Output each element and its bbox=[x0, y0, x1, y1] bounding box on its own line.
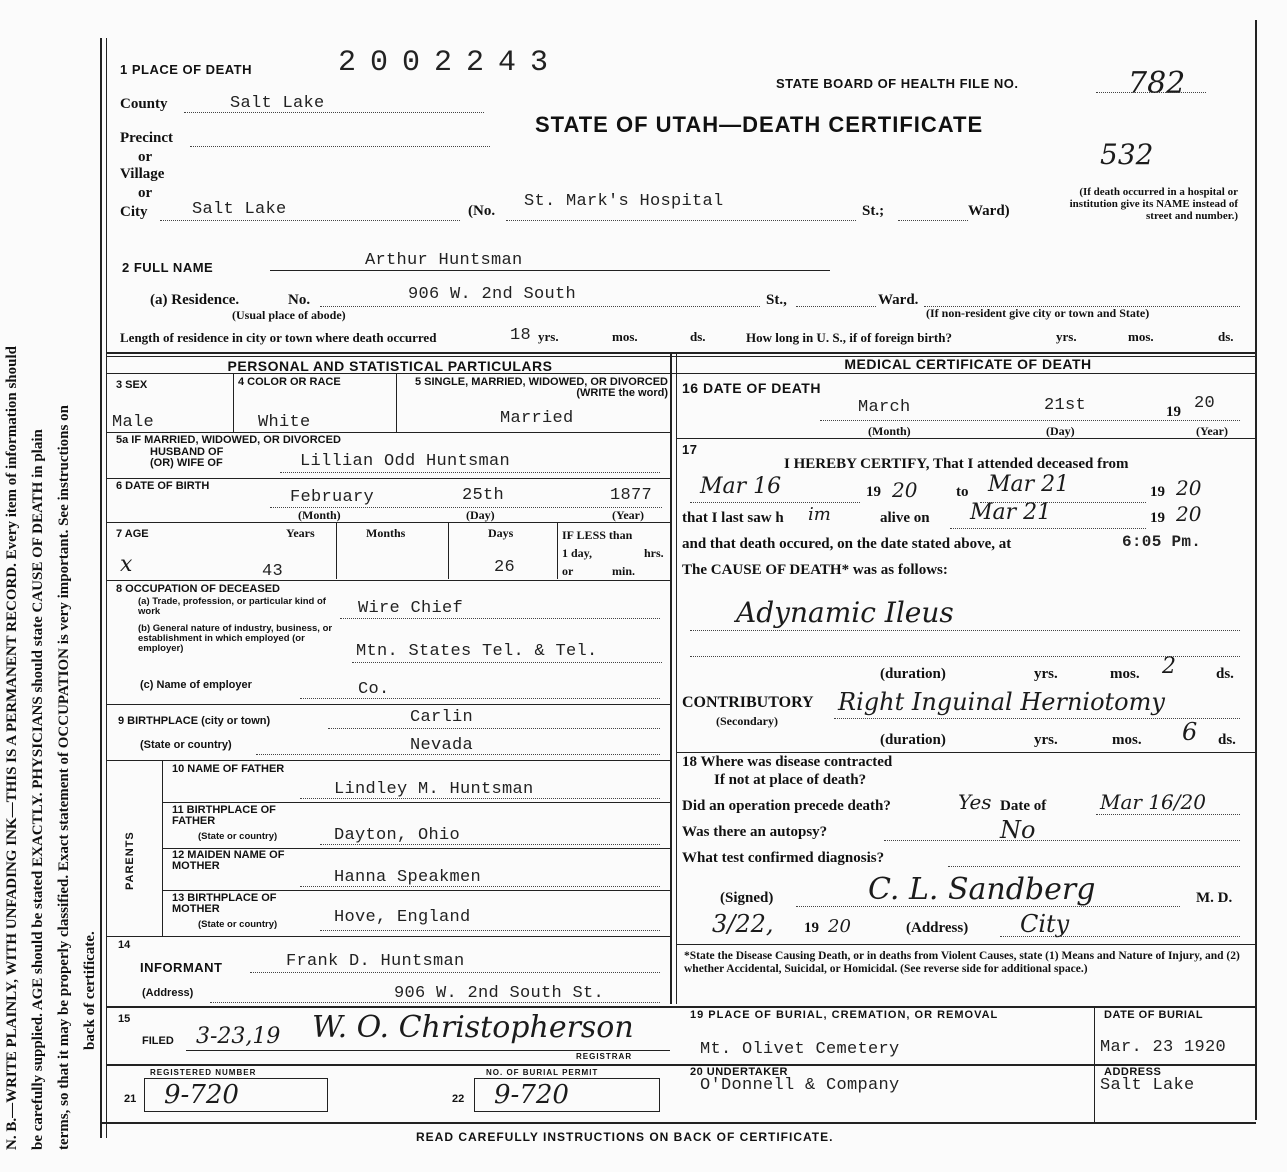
employer-value: Co. bbox=[358, 680, 390, 699]
contributory-label: CONTRIBUTORY bbox=[682, 694, 814, 711]
birthplace-label: 9 BIRTHPLACE (city or town) bbox=[118, 715, 271, 727]
q18-line-1: 18 Where was disease contracted bbox=[682, 754, 893, 770]
undertaker-label: 20 UNDERTAKER bbox=[690, 1066, 788, 1078]
side-number: 532 bbox=[1100, 138, 1154, 171]
mother-birthplace-label: 13 BIRTHPLACE OF MOTHER bbox=[172, 892, 277, 915]
file-number: 782 bbox=[1128, 66, 1186, 101]
file-no-label: STATE BOARD OF HEALTH FILE NO. bbox=[776, 76, 1019, 91]
death-month-caption: (Month) bbox=[868, 424, 911, 438]
operation-question: Did an operation precede death? bbox=[682, 798, 891, 814]
mother-value: Hanna Speakmen bbox=[334, 868, 482, 887]
residence-ward-label: Ward. bbox=[878, 292, 919, 308]
cause-duration-label: (duration) bbox=[880, 666, 946, 682]
marital-label: 5 SINGLE, MARRIED, WIDOWED, OR DIVORCED (WRITE the word) bbox=[414, 376, 668, 399]
dob-month-caption: (Month) bbox=[298, 508, 341, 522]
father-birthplace-value: Dayton, Ohio bbox=[334, 826, 461, 845]
filed-label: FILED bbox=[142, 1035, 174, 1047]
signed-label: (Signed) bbox=[720, 890, 774, 906]
attended-to-year: 20 bbox=[1176, 476, 1202, 500]
age-days-value: 26 bbox=[494, 558, 516, 577]
full-name-value: Arthur Huntsman bbox=[365, 251, 523, 270]
death-occurred-text: and that death occured, on the date stated above, at bbox=[682, 536, 1012, 552]
dob-year-value: 1877 bbox=[610, 486, 653, 505]
precinct-label: Precinct bbox=[120, 130, 174, 146]
side-note-line-4: back of certificate. bbox=[82, 931, 98, 1050]
medical-section-title: MEDICAL CERTIFICATE OF DEATH bbox=[844, 356, 1092, 372]
death-day-value: 21st bbox=[1044, 396, 1087, 415]
dob-label: 6 DATE OF BIRTH bbox=[116, 480, 210, 492]
length-ds-label: ds. bbox=[690, 329, 706, 344]
last-saw-text-2: alive on bbox=[880, 510, 930, 526]
signed-year: 20 bbox=[828, 916, 851, 937]
reg-number-prefix: 21 bbox=[124, 1093, 137, 1105]
us-yrs-label: yrs. bbox=[1056, 329, 1077, 344]
left-border bbox=[100, 38, 102, 1138]
mother-birthplace-sub: (State or country) bbox=[198, 919, 278, 930]
dob-year-caption: (Year) bbox=[612, 508, 644, 522]
informant-label: INFORMANT bbox=[140, 960, 223, 975]
last-saw-year: 20 bbox=[1176, 502, 1202, 526]
informant-num: 14 bbox=[118, 939, 131, 951]
dob-day-caption: (Day) bbox=[466, 508, 495, 522]
burial-place-label: 19 PLACE OF BURIAL, CREMATION, OR REMOVAL bbox=[690, 1009, 999, 1021]
or-label-2: or bbox=[138, 185, 153, 201]
burial-date-value: Mar. 23 1920 bbox=[1100, 1038, 1227, 1057]
q18-line-2: If not at place of death? bbox=[714, 772, 867, 788]
trade-label: (a) Trade, profession, or particular kind of work bbox=[138, 596, 326, 617]
usual-place-caption: (Usual place of abode) bbox=[232, 308, 346, 322]
footer-instructions: READ CAREFULLY INSTRUCTIONS ON BACK OF CERTIFICATE. bbox=[416, 1130, 834, 1144]
cause-duration-mos-value: 2 bbox=[1162, 654, 1176, 679]
contrib-duration-ds-value: 6 bbox=[1182, 718, 1198, 746]
reg-number-value: 9-720 bbox=[164, 1080, 239, 1110]
death-day-caption: (Day) bbox=[1046, 424, 1075, 438]
residence-st-label: St., bbox=[766, 292, 787, 308]
burial-permit-label: NO. OF BURIAL PERMIT bbox=[486, 1068, 599, 1077]
mother-label: 12 MAIDEN NAME OF MOTHER bbox=[172, 849, 285, 872]
dob-day-value: 25th bbox=[462, 486, 505, 505]
autopsy-question: Was there an autopsy? bbox=[682, 824, 828, 840]
burial-address-label: ADDRESS bbox=[1104, 1066, 1162, 1078]
filed-num: 15 bbox=[118, 1013, 131, 1025]
physician-signature: C. L. Sandberg bbox=[868, 872, 1096, 907]
spouse-label-3: (OR) WIFE OF bbox=[150, 457, 223, 469]
side-note-line-1: N. B.—WRITE PLAINLY, WITH UNFADING INK—THIS IS A PERMANENT RECORD. Every item of information should bbox=[4, 346, 20, 1150]
age-label: 7 AGE bbox=[116, 528, 149, 540]
death-year-caption: (Year) bbox=[1196, 424, 1228, 438]
right-border bbox=[1255, 20, 1257, 1120]
city-value: Salt Lake bbox=[192, 200, 287, 219]
death-time-value: 6:05 Pm. bbox=[1122, 533, 1202, 551]
burial-address-value: Salt Lake bbox=[1100, 1076, 1195, 1095]
cause-of-death-label: The CAUSE OF DEATH* was as follows: bbox=[682, 562, 948, 578]
less-than-label: IF LESS than bbox=[562, 528, 633, 542]
spouse-value: Lillian Odd Huntsman bbox=[300, 452, 511, 471]
industry-label: (b) General nature of industry, business, or establishment in which employed (or employer) bbox=[138, 623, 333, 654]
attended-to-date: Mar 21 bbox=[988, 472, 1070, 497]
how-long-us-label: How long in U. S., if of foreign birth? bbox=[746, 330, 952, 345]
cause-yrs-label: yrs. bbox=[1034, 666, 1058, 682]
physician-address-label: (Address) bbox=[906, 920, 969, 936]
street-value: St. Mark's Hospital bbox=[524, 192, 724, 211]
cause-footnote: *State the Disease Causing Death, or in deaths from Violent Causes, state (1) Means and Nature of Injury, and (2) whether Accidental, Suicidal, or Homicidal. (See reverse side for additional space.) bbox=[684, 950, 1240, 975]
informant-value: Frank D. Huntsman bbox=[286, 952, 465, 971]
operation-date-value: Mar 16/20 bbox=[1100, 790, 1206, 814]
to-label: to bbox=[956, 484, 969, 500]
certificate-title: STATE OF UTAH—DEATH CERTIFICATE bbox=[535, 112, 984, 137]
length-years-value: 18 bbox=[510, 326, 532, 345]
residence-no-label: No. bbox=[288, 292, 311, 308]
one-day-label: 1 day, bbox=[562, 546, 593, 560]
registrar-label: REGISTRAR bbox=[576, 1052, 633, 1061]
nonresident-caption: (If non-resident give city or town and State) bbox=[926, 306, 1150, 320]
residence-label: (a) Residence. bbox=[150, 292, 240, 308]
autopsy-value: No bbox=[1000, 816, 1036, 844]
signed-date: 3/22, bbox=[712, 910, 774, 938]
physician-address-value: City bbox=[1020, 910, 1070, 938]
registrar-signature: W. O. Christopherson bbox=[312, 1010, 634, 1045]
occupation-label: 8 OCCUPATION OF DECEASED bbox=[116, 583, 280, 595]
attended-from-date: Mar 16 bbox=[700, 474, 782, 499]
signed-year-prefix: 19 bbox=[804, 920, 819, 936]
length-residence-label: Length of residence in city or town where death occurred bbox=[120, 330, 437, 345]
undertaker-value: O'Donnell & Company bbox=[700, 1076, 900, 1095]
father-value: Lindley M. Huntsman bbox=[334, 780, 534, 799]
attended-from-year-prefix: 19 bbox=[866, 484, 881, 500]
father-birthplace-sub: (State or country) bbox=[198, 831, 278, 842]
secondary-caption: (Secondary) bbox=[716, 714, 778, 728]
contrib-yrs-label: yrs. bbox=[1034, 732, 1058, 748]
bottom-border bbox=[100, 1122, 1256, 1124]
county-value: Salt Lake bbox=[230, 94, 325, 113]
center-divider bbox=[670, 352, 672, 1004]
us-mos-label: mos. bbox=[1128, 329, 1154, 344]
ward-label: Ward) bbox=[968, 203, 1010, 219]
spouse-label-1: 5a IF MARRIED, WIDOWED, OR DIVORCED bbox=[116, 434, 341, 446]
death-year-value: 20 bbox=[1194, 394, 1216, 413]
left-border-inner bbox=[106, 38, 107, 1138]
contrib-ds-label: ds. bbox=[1218, 732, 1236, 748]
filed-date: 3-23,19 bbox=[196, 1024, 281, 1049]
or-label-1: or bbox=[138, 149, 153, 165]
us-ds-label: ds. bbox=[1218, 329, 1234, 344]
burial-permit-value: 9-720 bbox=[494, 1080, 569, 1110]
test-question: What test confirmed diagnosis? bbox=[682, 850, 885, 866]
attended-to-year-prefix: 19 bbox=[1150, 484, 1165, 500]
contributory-value: Right Inguinal Herniotomy bbox=[838, 688, 1165, 716]
operation-date-label: Date of bbox=[1000, 798, 1047, 814]
reg-number-label: REGISTERED NUMBER bbox=[150, 1068, 257, 1077]
hospital-note: (If death occurred in a hospital or institution give its NAME instead of street and number.) bbox=[1069, 186, 1238, 222]
informant-address-label: (Address) bbox=[142, 987, 194, 999]
age-mark: x bbox=[120, 552, 133, 577]
birthplace-state-value: Nevada bbox=[410, 736, 474, 755]
industry-value: Mtn. States Tel. & Tel. bbox=[356, 642, 598, 661]
sex-label: 3 SEX bbox=[116, 379, 148, 391]
age-months-caption: Months bbox=[366, 526, 406, 540]
spouse-label-2: HUSBAND OF bbox=[150, 446, 224, 458]
last-saw-date: Mar 21 bbox=[970, 500, 1052, 525]
cause-mos-label: mos. bbox=[1110, 666, 1140, 682]
certify-text: I HEREBY CERTIFY, That I attended deceased from bbox=[784, 456, 1129, 472]
street-no-label: (No. bbox=[468, 203, 496, 219]
mother-birthplace-value: Hove, England bbox=[334, 908, 471, 927]
death-month-value: March bbox=[858, 398, 911, 417]
last-saw-text-1: that I last saw h bbox=[682, 510, 784, 526]
or-min-label: or bbox=[562, 564, 574, 578]
birthplace-state-label: (State or country) bbox=[140, 739, 232, 751]
age-days-caption: Days bbox=[488, 526, 514, 540]
side-note-line-2: be carefully supplied. AGE should be stated EXACTLY. PHYSICIANS should state CAUSE OF DEATH in plain bbox=[30, 429, 46, 1150]
personal-section-title: PERSONAL AND STATISTICAL PARTICULARS bbox=[227, 358, 553, 374]
hrs-label: hrs. bbox=[644, 546, 664, 560]
cause-ds-label: ds. bbox=[1216, 666, 1234, 682]
parents-label: PARENTS bbox=[124, 831, 136, 890]
length-mos-label: mos. bbox=[612, 329, 638, 344]
age-years-caption: Years bbox=[286, 526, 315, 540]
employer-label: (c) Name of employer bbox=[140, 679, 252, 691]
village-label: Village bbox=[120, 166, 165, 182]
cause-of-death-value: Adynamic Ileus bbox=[736, 596, 954, 629]
md-label: M. D. bbox=[1196, 890, 1233, 906]
attended-from-year: 20 bbox=[892, 478, 918, 502]
burial-date-label: DATE OF BURIAL bbox=[1104, 1009, 1204, 1021]
last-saw-year-prefix: 19 bbox=[1150, 510, 1165, 526]
race-label: 4 COLOR OR RACE bbox=[238, 376, 341, 388]
sex-value: Male bbox=[112, 413, 155, 432]
race-value: White bbox=[258, 413, 311, 432]
informant-address-value: 906 W. 2nd South St. bbox=[394, 984, 605, 1003]
burial-place-value: Mt. Olivet Cemetery bbox=[700, 1040, 900, 1059]
place-of-death-label: 1 PLACE OF DEATH bbox=[120, 62, 252, 77]
age-years-value: 43 bbox=[262, 562, 284, 581]
birthplace-city-value: Carlin bbox=[410, 708, 474, 727]
marital-value: Married bbox=[500, 409, 574, 428]
min-label: min. bbox=[612, 564, 636, 578]
st-label: St.; bbox=[862, 203, 885, 219]
item-17-label: 17 bbox=[682, 442, 698, 457]
operation-value: Yes bbox=[958, 790, 992, 814]
father-birthplace-label: 11 BIRTHPLACE OF FATHER bbox=[172, 804, 276, 827]
side-note-line-3: terms, so that it may be properly classified. Exact statement of OCCUPATION is very important. See instructions on bbox=[56, 405, 72, 1150]
trade-value: Wire Chief bbox=[358, 599, 464, 618]
father-label: 10 NAME OF FATHER bbox=[172, 763, 285, 775]
residence-value: 906 W. 2nd South bbox=[408, 285, 577, 304]
burial-permit-prefix: 22 bbox=[452, 1093, 465, 1105]
date-of-death-label: 16 DATE OF DEATH bbox=[682, 380, 821, 396]
certificate-number: 2002243 bbox=[338, 46, 563, 80]
full-name-label: 2 FULL NAME bbox=[122, 260, 214, 275]
dob-month-value: February bbox=[290, 488, 375, 507]
death-year-prefix: 19 bbox=[1166, 404, 1181, 420]
last-saw-pronoun: im bbox=[808, 504, 831, 525]
length-yrs-label: yrs. bbox=[538, 329, 559, 344]
contrib-duration-label: (duration) bbox=[880, 732, 946, 748]
contrib-mos-label: mos. bbox=[1112, 732, 1142, 748]
city-label: City bbox=[120, 204, 148, 220]
county-label: County bbox=[120, 96, 168, 112]
